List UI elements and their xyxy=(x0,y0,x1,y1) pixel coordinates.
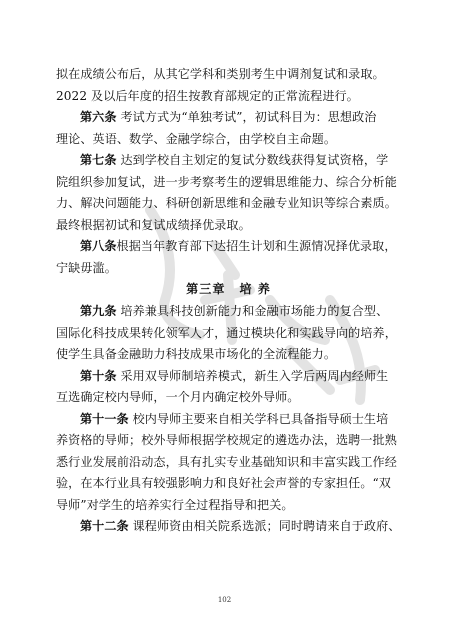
article-9 xyxy=(56,301,401,323)
line-text: 2022 及以后年度的招生按教育部规定的正常流程进行。 xyxy=(56,88,359,103)
line-text: 校内导师主要来自相关学科已具备指导硕士生培 xyxy=(128,411,389,426)
line-text: 宁缺毋滥。 xyxy=(56,260,117,275)
article-label: 第六条 xyxy=(80,110,117,125)
text-line xyxy=(56,344,401,366)
article-8 xyxy=(56,236,401,258)
line-text: 拟在成绩公布后，从其它学科和类别考生中调剂复试和录取。 xyxy=(56,67,385,81)
text-line xyxy=(56,495,401,517)
line-text: 导师”对学生的培养实行全过程指导和把关。 xyxy=(56,497,294,512)
line-text: 院组织参加复试，进一步考察考生的逻辑思维能力、综合分析能 xyxy=(56,174,397,189)
line-text: 达到学校自主划定的复试分数线获得复试资格，学 xyxy=(116,153,389,168)
article-6 xyxy=(56,107,401,129)
line-text: 理论、英语、数学、金融学综合，由学校自主命题。 xyxy=(56,131,336,146)
text-line xyxy=(56,473,401,495)
article-10 xyxy=(56,366,401,388)
article-11 xyxy=(56,409,401,431)
text-line xyxy=(56,258,401,280)
line-text: 使学生具备金融助力科技成果市场化的全流程能力。 xyxy=(56,347,336,362)
text-line xyxy=(56,129,401,151)
article-12 xyxy=(56,516,401,538)
text-line xyxy=(56,64,401,86)
line-text: 考试方式为“单独考试”，初试科目为：思想政治 xyxy=(116,110,377,125)
text-line xyxy=(56,193,401,215)
page-number: 102 xyxy=(217,596,232,604)
article-label: 第九条 xyxy=(80,304,117,319)
chapter-number: 第三章 xyxy=(186,282,226,297)
text-line xyxy=(56,172,401,194)
article-label: 第十二条 xyxy=(80,519,129,534)
line-text: 悉行业发展前沿动态，具有扎实专业基础知识和丰富实践工作经 xyxy=(56,454,397,469)
line-text: 验，在本行业具有较强影响力和良好社会声誉的专家担任。“双 xyxy=(56,476,391,491)
line-text: 根据当年教育部下达招生计划和生源情况择优录取， xyxy=(116,239,397,254)
text-line xyxy=(56,323,401,345)
body-text xyxy=(56,64,401,538)
article-label: 第十一条 xyxy=(80,411,129,426)
article-label: 第八条 xyxy=(80,239,117,254)
text-line xyxy=(56,387,401,409)
line-text: 互选确定校内导师，一个月内确定校外导师。 xyxy=(56,390,300,405)
line-text: 养资格的导师；校外导师根据学校规定的遴选办法，选聘一批熟 xyxy=(56,433,397,448)
article-label: 第十条 xyxy=(80,368,117,383)
line-text: 培养兼具科技创新能力和金融市场能力的复合型、 xyxy=(116,304,389,319)
chapter-heading xyxy=(56,279,401,301)
chapter-title: 培 养 xyxy=(239,282,271,297)
text-line xyxy=(56,86,401,108)
article-7 xyxy=(56,150,401,172)
text-line xyxy=(56,215,401,237)
line-text: 国际化科技成果转化领军人才，通过模块化和实践导向的培养， xyxy=(56,325,397,340)
article-label: 第七条 xyxy=(80,153,117,168)
line-text: 采用双导师制培养模式，新生入学后两周内经师生 xyxy=(116,368,389,383)
line-text: 课程师资由相关院系选派；同时聘请来自于政府、 xyxy=(128,519,401,534)
line-text: 最终根据初试和复试成绩择优录取。 xyxy=(56,217,251,232)
text-line xyxy=(56,430,401,452)
line-text: 力、解决问题能力、科研创新思维和金融专业知识等综合素质。 xyxy=(56,196,397,211)
text-line xyxy=(56,452,401,474)
